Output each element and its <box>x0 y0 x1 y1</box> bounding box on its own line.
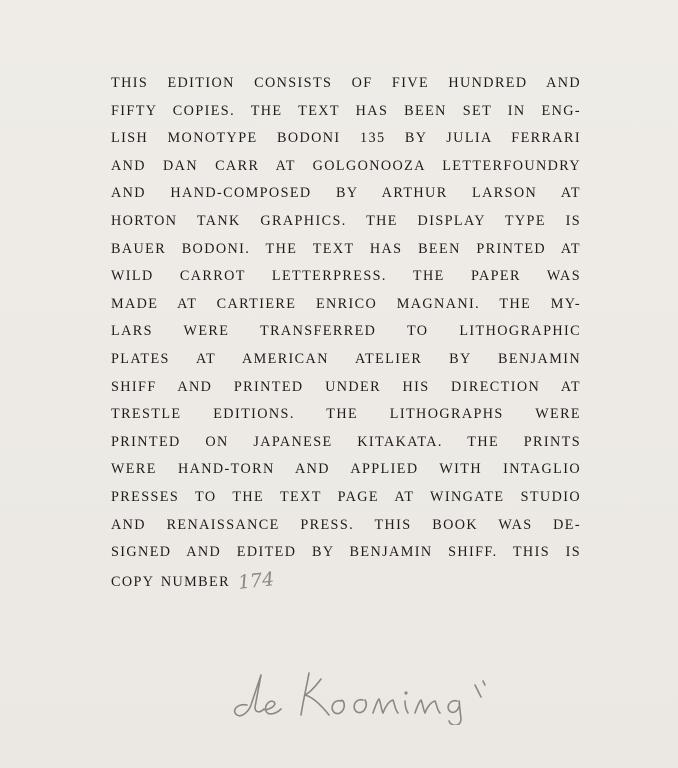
colophon-line: THIS EDITION CONSISTS OF FIVE HUNDRED AND <box>111 75 581 91</box>
copy-number-handwritten: 174 <box>236 567 276 594</box>
colophon-line: SHIFF AND PRINTED UNDER HIS DIRECTION AT <box>111 378 581 395</box>
artist-signature <box>225 655 525 725</box>
colophon-line: WERE HAND-TORN AND APPLIED WITH INTAGLIO <box>111 461 581 478</box>
colophon-line: MADE AT CARTIERE ENRICO MAGNANI. THE MY- <box>111 295 581 312</box>
colophon-line: PRESSES TO THE TEXT PAGE AT WINGATE STUDIO <box>111 488 581 505</box>
colophon-line: PLATES AT AMERICAN ATELIER BY BENJAMIN <box>111 350 581 367</box>
colophon-line: LARS WERE TRANSFERRED TO LITHOGRAPHIC <box>111 323 581 340</box>
colophon-line: WILD CARROT LETTERPRESS. THE PAPER WAS <box>111 268 581 285</box>
colophon-line: AND HAND-COMPOSED BY ARTHUR LARSON AT <box>111 185 581 202</box>
colophon-line: HORTON TANK GRAPHICS. THE DISPLAY TYPE IS <box>111 212 581 229</box>
colophon-line: PRINTED ON JAPANESE KITAKATA. THE PRINTS <box>111 433 581 450</box>
colophon-line: BAUER BODONI. THE TEXT HAS BEEN PRINTED AT <box>111 240 581 257</box>
colophon-text <box>111 70 581 596</box>
copy-number-label: COPY NUMBER <box>111 573 230 590</box>
colophon-line: LISH MONOTYPE BODONI 135 BY JULIA FERRARI <box>111 130 581 147</box>
copy-number-line <box>111 567 581 597</box>
colophon-line: TRESTLE EDITIONS. THE LITHOGRAPHS WERE <box>111 406 581 423</box>
colophon-line: AND DAN CARR AT GOLGONOOZA LETTERFOUNDRY <box>111 157 581 174</box>
colophon-line: AND RENAISSANCE PRESS. THIS BOOK WAS DE- <box>111 516 581 533</box>
colophon-line: FIFTY COPIES. THE TEXT HAS BEEN SET IN ENG- <box>111 102 581 119</box>
colophon-line: SIGNED AND EDITED BY BENJAMIN SHIFF. THIS IS <box>111 544 581 561</box>
